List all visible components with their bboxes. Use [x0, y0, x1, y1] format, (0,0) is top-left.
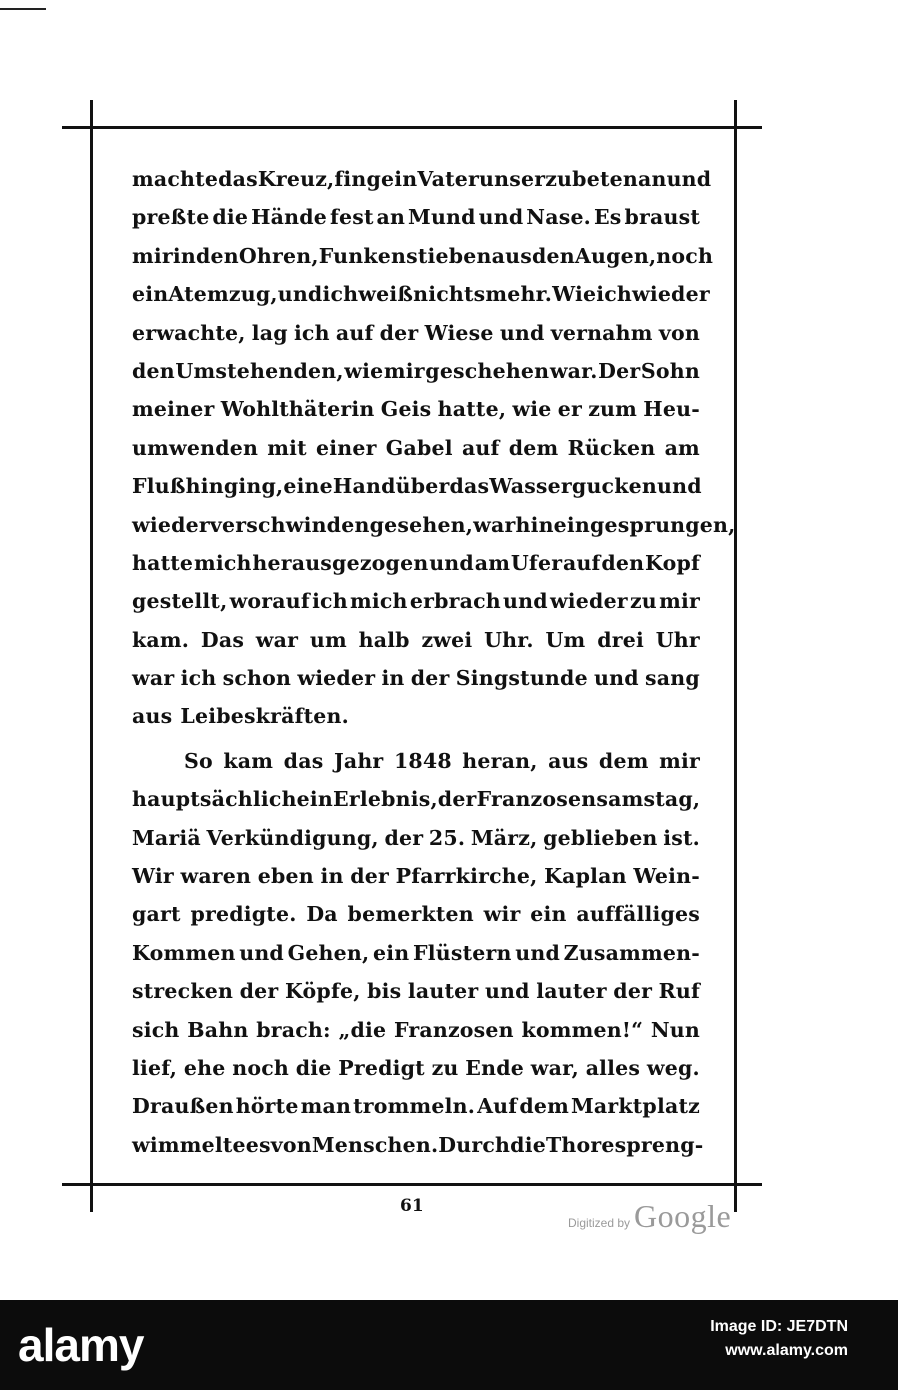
word: Wohlthäterin	[220, 397, 375, 422]
word: gesehen,	[369, 512, 474, 537]
text-line	[132, 621, 700, 659]
word: brach:	[256, 1017, 331, 1042]
word: über	[395, 474, 450, 499]
word: in	[381, 666, 405, 691]
word: wie	[512, 397, 552, 422]
word: spreng-	[614, 1132, 704, 1157]
word: zu	[545, 167, 573, 191]
word: Franzosensamstag,	[476, 787, 701, 812]
word: der	[239, 979, 279, 1004]
word: „die	[338, 1017, 387, 1042]
word: vernahm	[550, 320, 653, 345]
word: ich	[180, 666, 217, 691]
word: mich	[193, 550, 252, 575]
word: von	[658, 320, 700, 345]
word: Kaplan	[544, 864, 627, 889]
word: ein	[530, 902, 567, 927]
word: auf	[335, 320, 374, 345]
word: war.	[549, 358, 598, 383]
word: schon	[222, 666, 292, 691]
word: stieben	[406, 243, 492, 268]
word: ich	[596, 282, 632, 307]
word: wieder	[631, 282, 710, 307]
word: sich	[132, 1017, 180, 1042]
text-line	[132, 275, 710, 313]
word: Wie	[552, 282, 597, 307]
google-watermark	[568, 1198, 731, 1235]
word: Jahr	[333, 748, 384, 773]
word: Thore	[545, 1132, 615, 1157]
word: ein	[132, 282, 169, 307]
word: den	[531, 243, 575, 268]
text-line	[132, 742, 700, 780]
text-line	[132, 1087, 700, 1125]
word: machte	[132, 167, 219, 191]
word: sang	[645, 666, 700, 691]
right-frame-rule	[734, 100, 737, 1212]
word: und	[478, 205, 524, 230]
word: dem	[519, 1094, 569, 1119]
text-line	[132, 582, 700, 620]
word: wieder	[549, 589, 628, 614]
word: wieder	[297, 666, 376, 691]
word: den	[195, 243, 239, 268]
word: Mund	[408, 205, 476, 230]
word: Sohn	[640, 358, 700, 383]
word: worauf	[229, 589, 310, 614]
bottom-frame-rule	[62, 1183, 762, 1186]
word: auf	[461, 435, 500, 460]
text-line	[132, 352, 700, 390]
word: Franzosen	[393, 1017, 514, 1042]
word: in	[320, 864, 344, 889]
text-line	[132, 544, 700, 582]
word: halb	[358, 627, 410, 652]
word: mir	[659, 748, 700, 773]
word: die	[510, 1132, 546, 1157]
word: Durch	[438, 1132, 511, 1157]
word: gestellt,	[132, 589, 228, 614]
word: in	[172, 243, 196, 268]
word: der	[379, 320, 419, 345]
word: Funken	[318, 243, 407, 268]
word: der	[350, 864, 389, 889]
page-number: 61	[400, 1196, 424, 1216]
word: ich	[312, 589, 348, 614]
word: und	[429, 550, 474, 575]
word: Ende	[465, 1055, 525, 1080]
top-frame-rule	[62, 126, 762, 129]
word: hauptsächlich	[132, 787, 297, 812]
text-line	[132, 198, 700, 236]
word: ehe	[183, 1055, 226, 1080]
word: an	[637, 167, 667, 191]
text-line	[132, 659, 700, 697]
word: und	[594, 666, 639, 691]
word: und	[499, 320, 545, 345]
word: der	[384, 825, 424, 850]
word: Da	[306, 902, 338, 927]
text-line	[132, 314, 700, 352]
word: herausgezogen	[252, 550, 429, 575]
word: hatte,	[437, 397, 507, 422]
word: Erlebnis,	[333, 787, 438, 812]
word: mir	[383, 358, 425, 383]
word: aus	[491, 243, 532, 268]
word: Leibeskräften.	[180, 704, 349, 729]
text-line	[132, 429, 700, 467]
word: hinging,	[185, 474, 284, 499]
word: ein	[381, 167, 418, 191]
word: der	[437, 787, 477, 812]
word: predigte.	[190, 902, 297, 927]
word: Ruf	[658, 979, 700, 1004]
word: umwenden	[132, 435, 259, 460]
word: ein	[296, 787, 334, 812]
word: hörte	[235, 1094, 299, 1119]
word: noch	[232, 1055, 289, 1080]
word: gart	[132, 902, 181, 927]
word: hineingesprungen,	[515, 512, 736, 537]
word: geschehen	[425, 358, 550, 383]
word: war	[255, 627, 299, 652]
word: fest	[329, 205, 374, 230]
word: Wir	[132, 864, 174, 889]
word: das	[218, 167, 258, 191]
word: beten	[572, 167, 638, 191]
word: mir	[132, 243, 173, 268]
word: Vaterunser	[417, 167, 546, 191]
text-line	[132, 1049, 700, 1087]
word: mich	[350, 589, 408, 614]
left-frame-rule	[90, 100, 93, 1212]
word: Das	[200, 627, 245, 652]
word: die	[295, 1055, 332, 1080]
word: einer	[316, 435, 377, 460]
word: und	[503, 589, 548, 614]
word: Singstunde	[455, 666, 588, 691]
word: aus	[548, 748, 589, 773]
word: meiner	[132, 397, 215, 422]
word: nichts	[413, 282, 486, 307]
word: hatte	[132, 550, 194, 575]
word: Wiese	[424, 320, 494, 345]
stock-reference	[710, 1318, 848, 1360]
word: auffälliges	[576, 902, 700, 927]
word: lag	[251, 320, 288, 345]
word: fing	[334, 167, 382, 191]
word: Es	[593, 205, 622, 230]
word: war	[132, 666, 175, 691]
word: den	[132, 358, 175, 383]
word: weg.	[646, 1055, 700, 1080]
word: an	[376, 205, 406, 230]
word: Draußen	[132, 1094, 234, 1119]
word: Kommen	[132, 940, 236, 965]
word: zu	[629, 589, 657, 614]
word: und	[239, 940, 284, 965]
word: waren	[180, 864, 252, 889]
word: auf	[562, 550, 601, 575]
word: kommen!“	[521, 1017, 644, 1042]
word: preßte	[132, 205, 210, 230]
word: die	[212, 205, 249, 230]
text-line	[132, 780, 700, 818]
word: und	[666, 167, 712, 191]
word: der	[613, 979, 653, 1004]
word: ich	[322, 282, 359, 307]
word: Der	[598, 358, 641, 383]
text-line	[132, 972, 700, 1010]
word: Geis	[380, 397, 432, 422]
word: aus	[132, 704, 173, 729]
word: wimmelte	[132, 1132, 246, 1157]
word: braust	[624, 205, 700, 230]
word: gucken	[571, 474, 657, 499]
word: Wein-	[633, 864, 700, 889]
word: den	[601, 550, 645, 575]
word: und	[515, 940, 560, 965]
word: ist.	[663, 825, 700, 850]
word: um	[309, 627, 347, 652]
word: Zusammen-	[563, 940, 700, 965]
word: geblieben	[543, 825, 658, 850]
word: zwei	[421, 627, 473, 652]
text-line	[132, 160, 712, 198]
word: bis	[367, 979, 402, 1004]
word: das	[283, 748, 324, 773]
word: wie	[344, 358, 384, 383]
word: lauter	[536, 979, 607, 1004]
word: kam	[223, 748, 274, 773]
word: Um	[545, 627, 586, 652]
word: Bahn	[187, 1017, 249, 1042]
body-text	[132, 160, 736, 1164]
word: und	[484, 979, 530, 1004]
word: Rücken	[567, 435, 656, 460]
stock-logo: alamy	[18, 1319, 144, 1371]
word: bemerkten	[347, 902, 474, 927]
text-line	[132, 819, 700, 857]
word: Menschen.	[311, 1132, 439, 1157]
word: Ohren,	[238, 243, 319, 268]
word: alles	[585, 1055, 641, 1080]
word: 1848	[393, 748, 452, 773]
word: erbrach	[409, 589, 501, 614]
text-line	[132, 1011, 700, 1049]
text-line	[132, 1126, 704, 1164]
watermark-brand: Google	[634, 1198, 732, 1234]
word: Hand	[332, 474, 396, 499]
word: Wasser	[489, 474, 572, 499]
word: kam.	[132, 627, 190, 652]
word: und	[277, 282, 323, 307]
corner-mark	[0, 8, 46, 10]
text-line	[132, 934, 700, 972]
text-line	[132, 895, 700, 933]
word: Augen,	[574, 243, 657, 268]
word: er	[557, 397, 582, 422]
word: zu	[431, 1055, 459, 1080]
watermark-small-text: Digitized by	[568, 1216, 631, 1230]
word: drei	[597, 627, 644, 652]
word: und	[657, 474, 702, 499]
word: es	[245, 1132, 271, 1157]
word: Heu-	[643, 397, 700, 422]
word: noch	[656, 243, 714, 268]
word: ich	[293, 320, 330, 345]
word: Ufer	[510, 550, 563, 575]
word: mir	[659, 589, 700, 614]
word: Mariä	[132, 825, 201, 850]
word: Hände	[251, 205, 328, 230]
word: trommeln.	[353, 1094, 476, 1119]
word: Predigt	[338, 1055, 425, 1080]
word: zum	[588, 397, 638, 422]
word: Flüstern	[412, 940, 512, 965]
word: Gehen,	[287, 940, 370, 965]
word: Köpfe,	[284, 979, 361, 1004]
word: das	[449, 474, 490, 499]
word: März,	[470, 825, 538, 850]
word: weiß	[358, 282, 414, 307]
word: Nase.	[526, 205, 592, 230]
word: der	[410, 666, 450, 691]
word: am	[474, 550, 511, 575]
word: Verkündigung,	[206, 825, 379, 850]
word: Kreuz,	[257, 167, 335, 191]
word: war,	[530, 1055, 579, 1080]
word: mehr.	[485, 282, 553, 307]
word: Marktplatz	[570, 1094, 700, 1119]
word: heran,	[462, 748, 538, 773]
word: wieder	[132, 512, 210, 537]
image-id: Image ID: JE7DTN	[710, 1318, 848, 1335]
text-line	[132, 506, 736, 544]
stock-url: www.alamy.com	[725, 1342, 848, 1359]
word: Auf	[477, 1094, 518, 1119]
word: Kopf	[645, 550, 700, 575]
word: Atemzug,	[168, 282, 278, 307]
word: Fluß	[132, 474, 186, 499]
text-line	[132, 390, 700, 428]
word: 25.	[428, 825, 466, 850]
word: am	[664, 435, 700, 460]
word: strecken	[132, 979, 234, 1004]
text-line	[132, 467, 700, 505]
word: ein	[373, 940, 410, 965]
word: von	[270, 1132, 312, 1157]
word: dem	[598, 748, 649, 773]
word: Umstehenden,	[175, 358, 344, 383]
word: wir	[483, 902, 521, 927]
word: mit	[267, 435, 307, 460]
word: man	[300, 1094, 352, 1119]
word: eine	[283, 474, 333, 499]
word: lauter	[407, 979, 479, 1004]
text-line	[132, 697, 700, 735]
word: eben	[257, 864, 314, 889]
word: erwachte,	[132, 320, 246, 345]
text-line	[132, 857, 700, 895]
word: dem	[508, 435, 559, 460]
word: war	[473, 512, 516, 537]
word: Nun	[650, 1017, 700, 1042]
word: verschwinden	[209, 512, 370, 537]
word: lief,	[132, 1055, 178, 1080]
word: Uhr.	[484, 627, 534, 652]
word: Pfarrkirche,	[395, 864, 538, 889]
word: So	[184, 748, 213, 773]
word: Gabel	[385, 435, 453, 460]
word: Uhr	[655, 627, 700, 652]
text-line	[132, 237, 714, 275]
